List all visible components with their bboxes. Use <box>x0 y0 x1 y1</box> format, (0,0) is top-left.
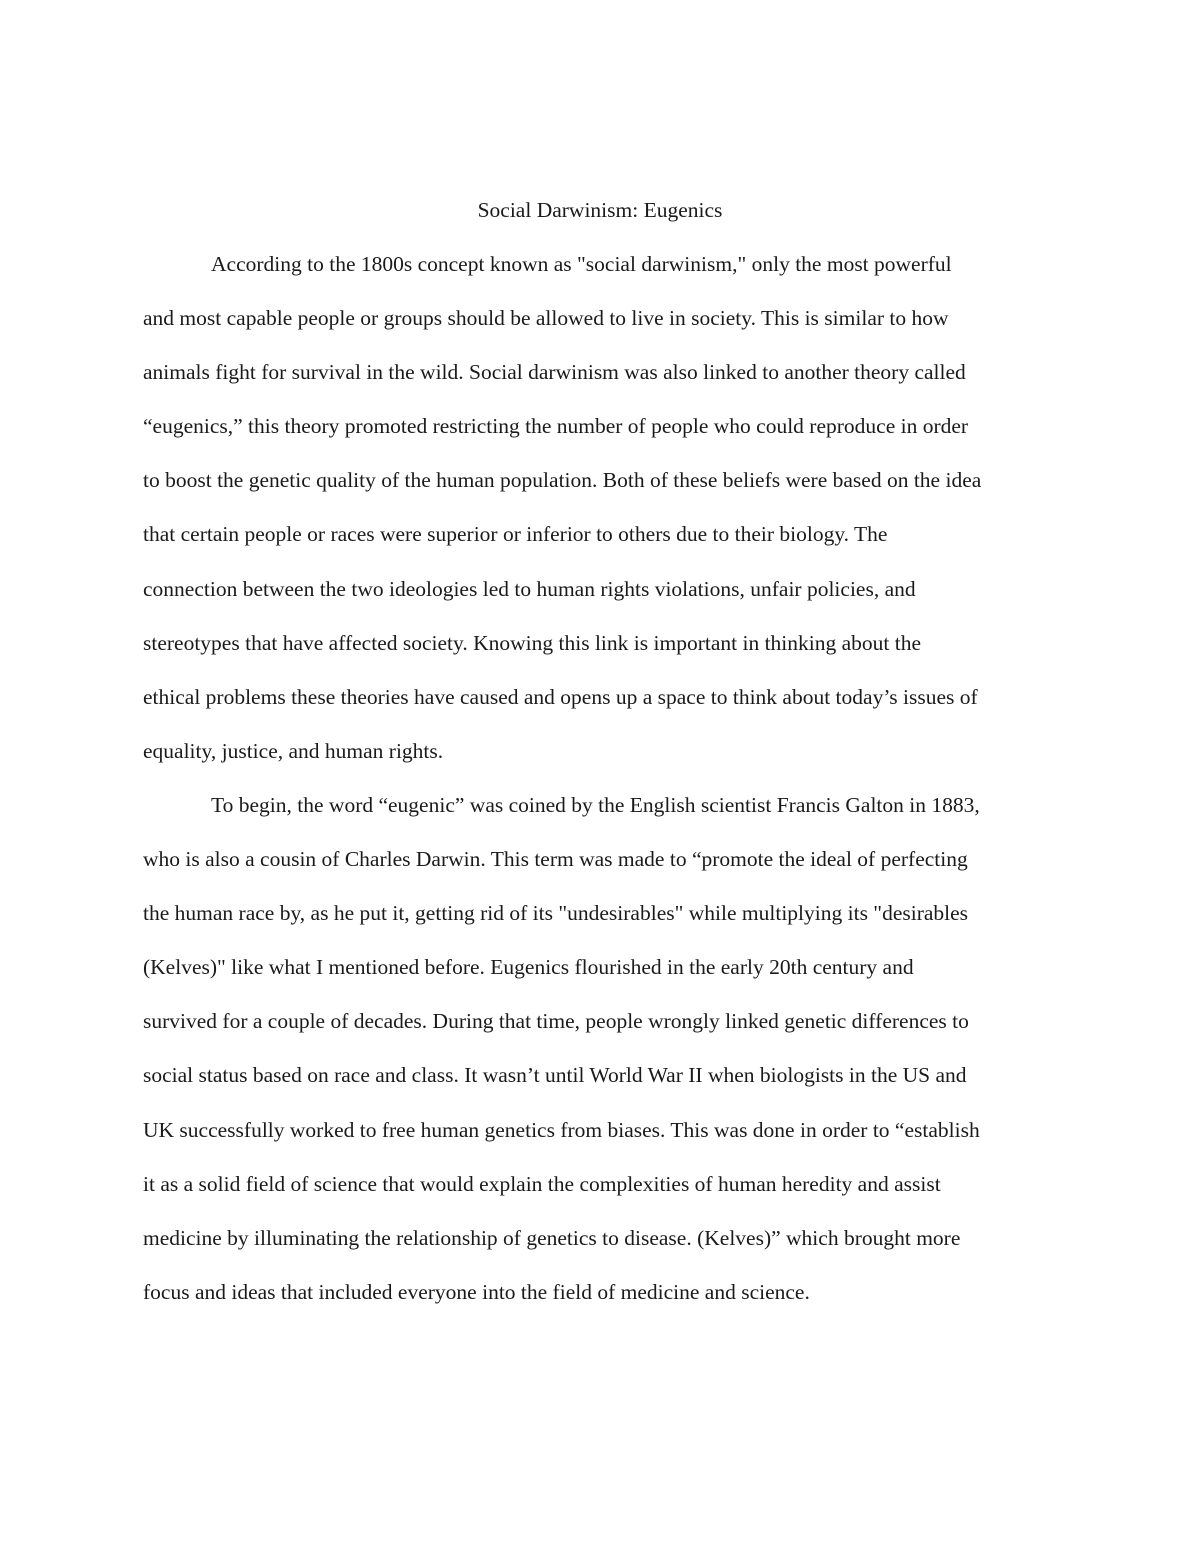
paragraph-1 <box>143 249 1063 790</box>
text-line: that certain people or races were superior or inferior to others due to their biology. The <box>143 522 888 547</box>
text-line: social status based on race and class. It wasn’t until World War II when biologists in the US and <box>143 1063 967 1088</box>
text-line: stereotypes that have affected society. Knowing this link is important in thinking about the <box>143 630 922 655</box>
text-line: According to the 1800s concept known as "social darwinism," only the most powerful <box>211 252 952 276</box>
document-body <box>143 249 1063 1331</box>
text-line: connection between the two ideologies led to human rights violations, unfair policies, and <box>143 576 916 601</box>
text-line: focus and ideas that included everyone into the field of medicine and science. <box>143 1279 810 1304</box>
document-title: Social Darwinism: Eugenics <box>477 198 723 222</box>
text-line: survived for a couple of decades. During that time, people wrongly linked genetic differences to <box>143 1009 969 1034</box>
text-line: animals fight for survival in the wild. Social darwinism was also linked to another theory called <box>143 360 966 385</box>
text-line: and most capable people or groups should be allowed to live in society. This is similar to how <box>143 306 949 331</box>
text-line: (Kelves)" like what I mentioned before. Eugenics flourished in the early 20th century and <box>143 955 914 980</box>
text-line: equality, justice, and human rights. <box>143 738 444 763</box>
text-line: to boost the genetic quality of the human population. Both of these beliefs were based on the idea <box>143 468 982 493</box>
text-line: UK successfully worked to free human genetics from biases. This was done in order to “establish <box>143 1117 980 1142</box>
text-line: medicine by illuminating the relationship of genetics to disease. (Kelves)” which brought more <box>143 1225 961 1250</box>
text-line: “eugenics,” this theory promoted restricting the number of people who could reproduce in order <box>143 414 969 439</box>
text-line: who is also a cousin of Charles Darwin. This term was made to “promote the ideal of perfecting <box>143 847 968 872</box>
text-line: it as a solid field of science that would explain the complexities of human heredity and assist <box>143 1171 941 1196</box>
paragraph-2 <box>143 790 1063 1331</box>
text-line: ethical problems these theories have caused and opens up a space to think about today’s issues of <box>143 684 978 709</box>
text-line: the human race by, as he put it, getting rid of its "undesirables" while multiplying its "desirables <box>143 901 969 926</box>
text-line: To begin, the word “eugenic” was coined by the English scientist Francis Galton in 1883, <box>211 792 980 817</box>
